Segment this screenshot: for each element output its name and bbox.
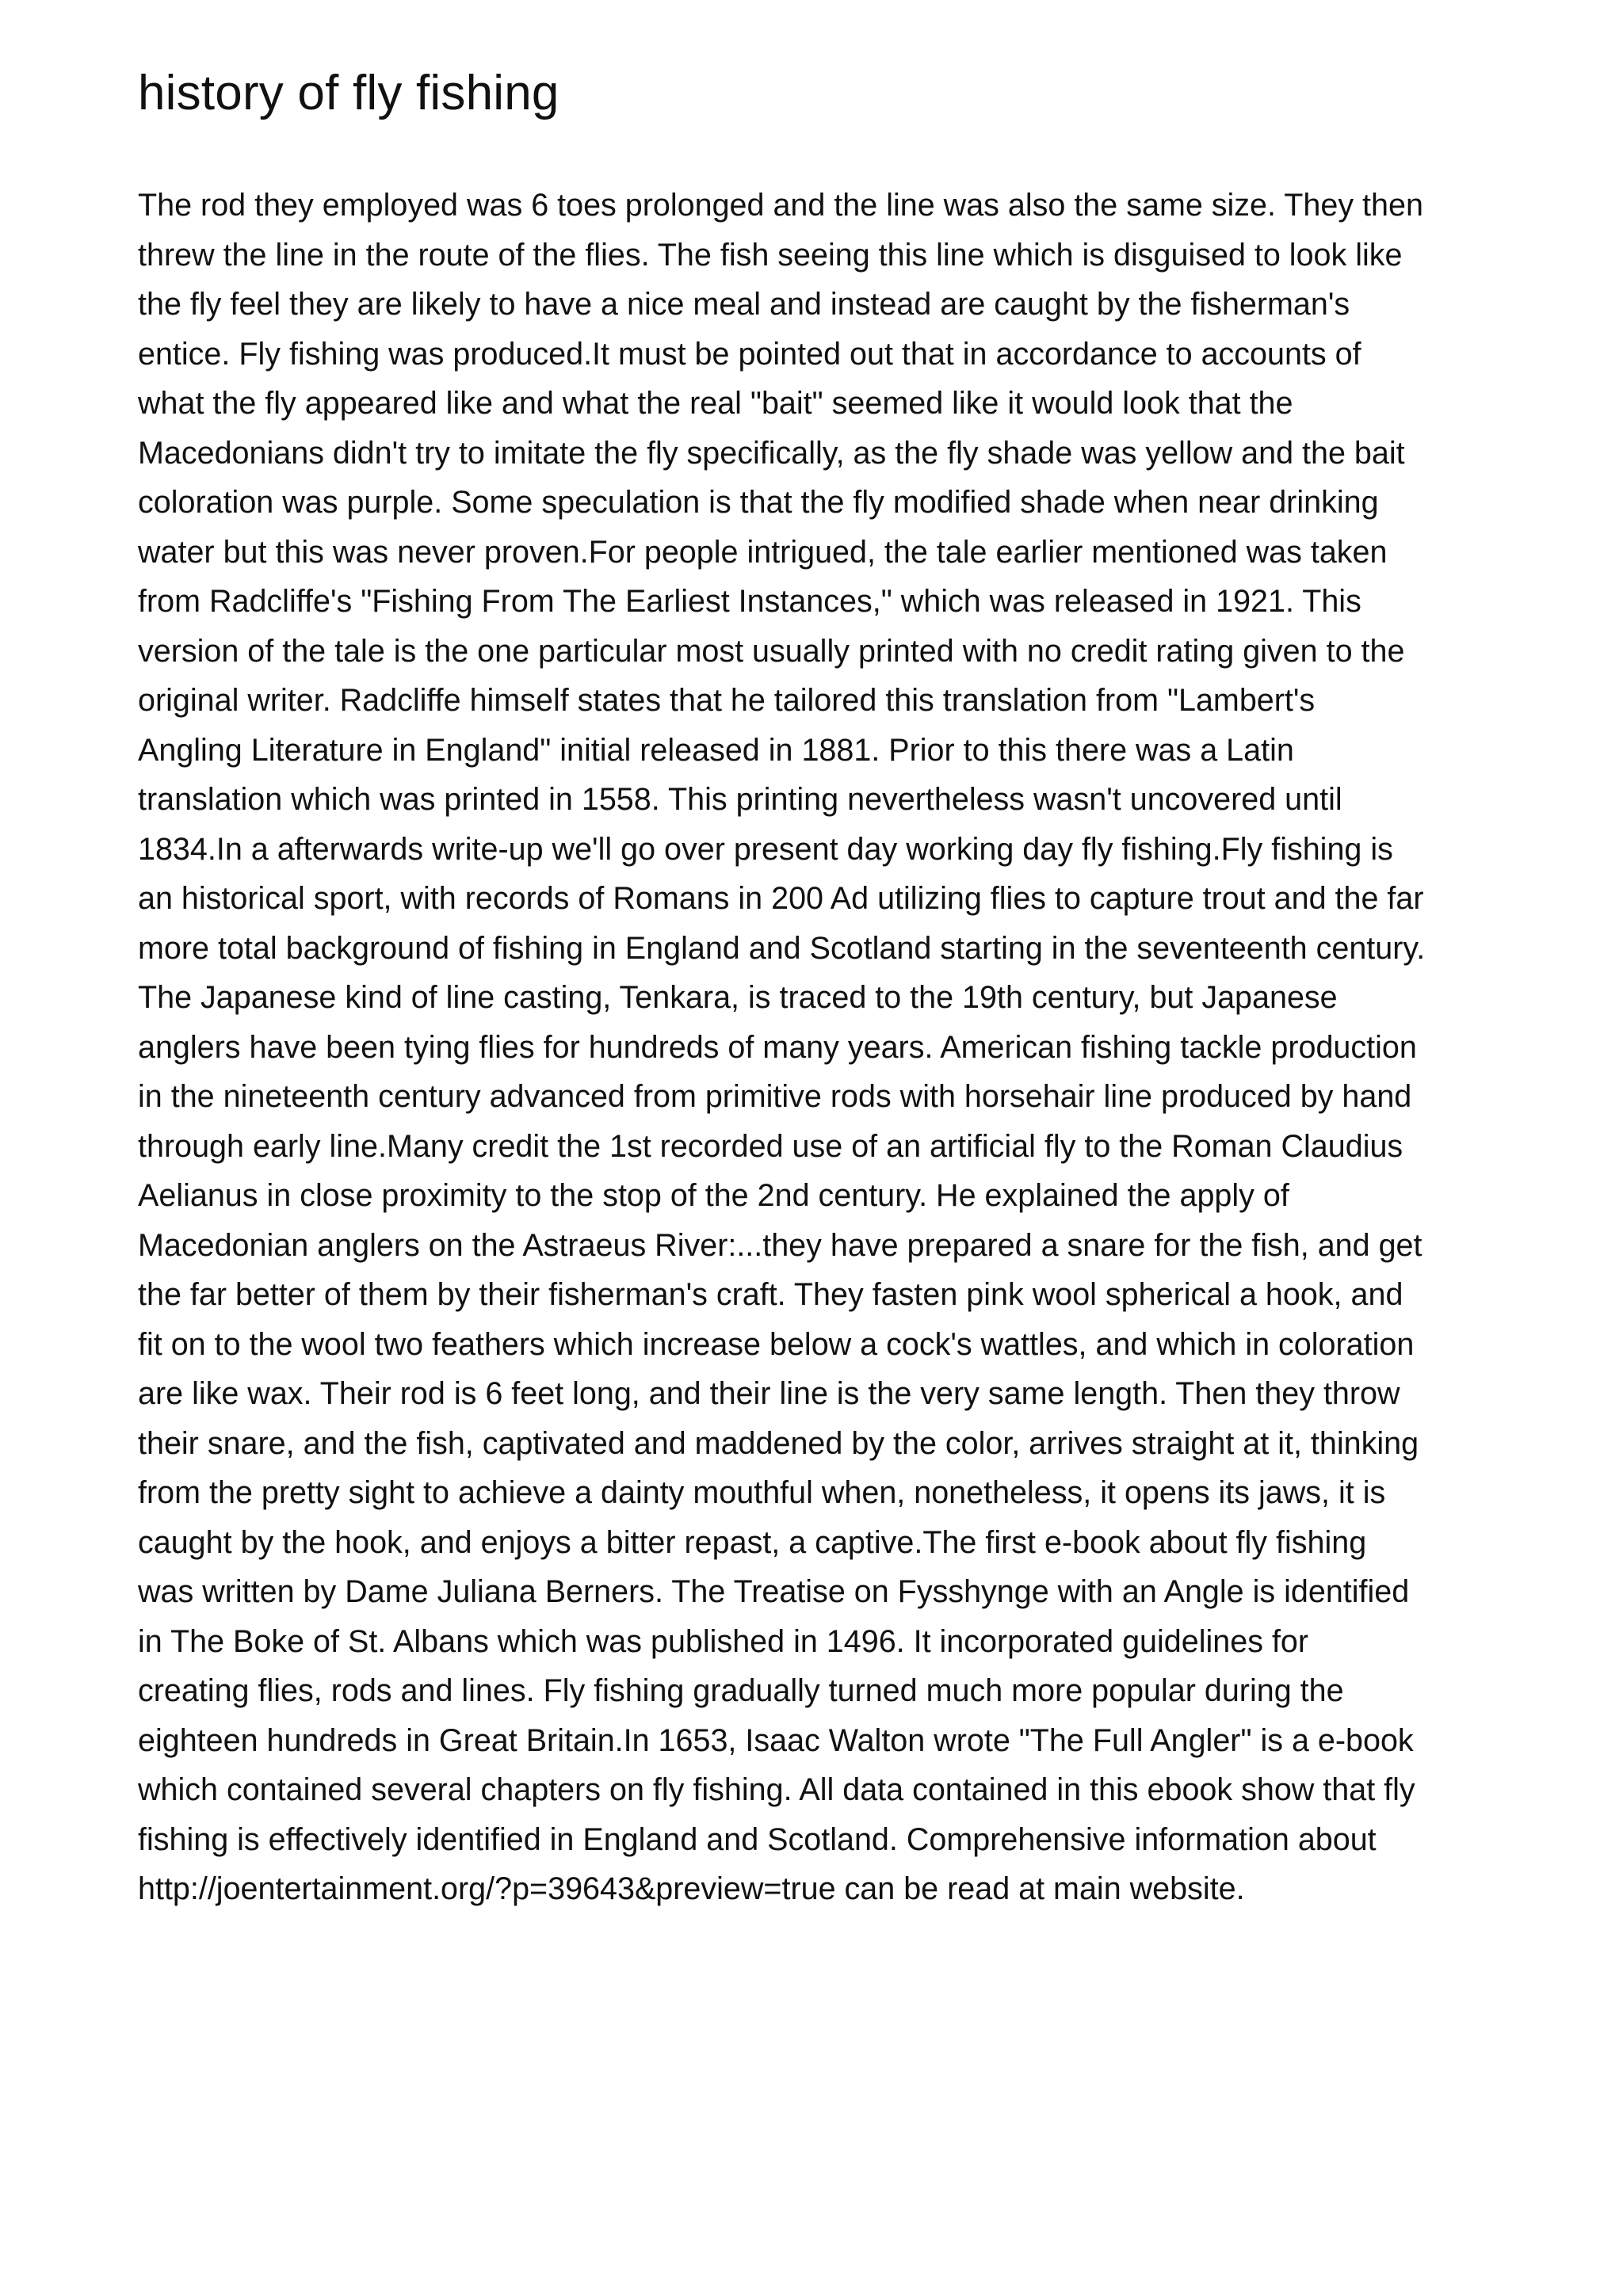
page-title: history of fly fishing [138,66,559,120]
body-line: fit on to the wool two feathers which increase below a cock's wattles, and which in coloration [138,1326,1415,1362]
body-line: in the nineteenth century advanced from primitive rods with horsehair line produced by hand [138,1079,1412,1114]
body-line: creating flies, rods and lines. Fly fishing gradually turned much more popular during the [138,1673,1344,1708]
body-line: anglers have been tying flies for hundreds of many years. American fishing tackle production [138,1029,1417,1065]
body-line: the far better of them by their fisherman's craft. They fasten pink wool spherical a hook, and [138,1277,1403,1312]
body-line: are like wax. Their rod is 6 feet long, and their line is the very same length. Then they throw [138,1376,1400,1411]
body-line: original writer. Radcliffe himself states that he tailored this translation from "Lambert's [138,683,1316,718]
body-line: through early line.Many credit the 1st recorded use of an artificial fly to the Roman Claudius [138,1128,1403,1164]
body-line: translation which was printed in 1558. This printing nevertheless wasn't uncovered until [138,782,1342,817]
article-body [138,181,1501,1914]
body-line: caught by the hook, and enjoys a bitter repast, a captive.The first e-book about fly fishing [138,1524,1367,1560]
body-line: an historical sport, with records of Romans in 200 Ad utilizing flies to capture trout and the far [138,881,1424,916]
body-line: their snare, and the fish, captivated and maddened by the color, arrives straight at it, thinking [138,1425,1419,1461]
body-line: 1834.In a afterwards write-up we'll go over present day working day fly fishing.Fly fishing is [138,831,1393,867]
body-line: entice. Fly fishing was produced.It must be pointed out that in accordance to accounts of [138,336,1361,372]
body-line: Aelianus in close proximity to the stop of the 2nd century. He explained the apply of [138,1178,1289,1213]
body-line: threw the line in the route of the flies. The fish seeing this line which is disguised to look like [138,237,1403,273]
body-line: Macedonian anglers on the Astraeus River:...they have prepared a snare for the fish, and get [138,1227,1423,1263]
body-line: coloration was purple. Some speculation is that the fly modified shade when near drinking [138,485,1379,520]
body-line: from the pretty sight to achieve a dainty mouthful when, nonetheless, it opens its jaws, it is [138,1475,1386,1510]
body-line: was written by Dame Juliana Berners. The Treatise on Fysshynge with an Angle is identified [138,1574,1410,1609]
body-line: version of the tale is the one particular most usually printed with no credit rating given to the [138,633,1405,669]
body-line: in The Boke of St. Albans which was published in 1496. It incorporated guidelines for [138,1623,1309,1659]
body-line: http://joentertainment.org/?p=39643&preview=true can be read at main website. [138,1871,1245,1906]
body-line: which contained several chapters on fly fishing. All data contained in this ebook show that fly [138,1772,1415,1807]
body-line: The rod they employed was 6 toes prolonged and the line was also the same size. They then [138,188,1423,223]
body-line: fishing is effectively identified in England and Scotland. Comprehensive information about [138,1821,1377,1857]
body-line: more total background of fishing in England and Scotland starting in the seventeenth century. [138,930,1426,966]
body-line: Angling Literature in England" initial released in 1881. Prior to this there was a Latin [138,732,1294,768]
body-line: the fly feel they are likely to have a nice meal and instead are caught by the fisherman's [138,287,1350,322]
body-line: water but this was never proven.For people intrigued, the tale earlier mentioned was taken [138,534,1388,570]
body-line: eighteen hundreds in Great Britain.In 1653, Isaac Walton wrote "The Full Angler" is a e-book [138,1722,1414,1758]
body-line: what the fly appeared like and what the real "bait" seemed like it would look that the [138,386,1293,421]
body-line: Macedonians didn't try to imitate the fly specifically, as the fly shade was yellow and the bait [138,435,1405,471]
body-line: from Radcliffe's "Fishing From The Earliest Instances," which was released in 1921. This [138,584,1361,619]
body-line: The Japanese kind of line casting, Tenkara, is traced to the 19th century, but Japanese [138,980,1338,1015]
